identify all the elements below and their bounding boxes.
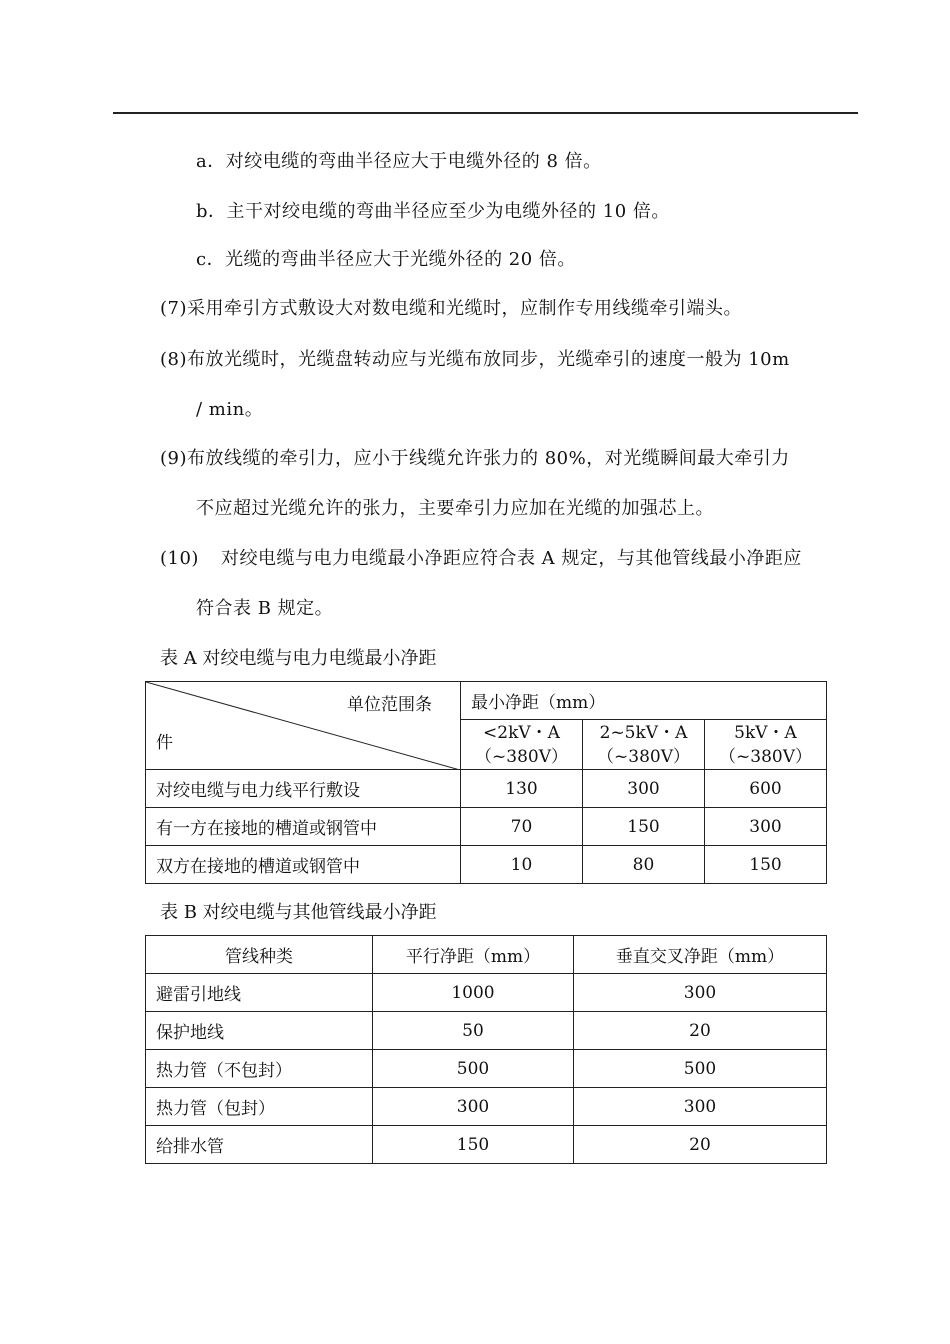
column-header [461, 720, 583, 770]
table-cell: 50 [373, 1012, 574, 1050]
table-cell: 20 [574, 1012, 827, 1050]
row-label: 保护地线 [146, 1012, 373, 1050]
column-header-line1: 5kV・A [734, 722, 797, 743]
paragraph-9 [160, 444, 790, 470]
row-label: 对绞电缆与电力线平行敷设 [146, 770, 461, 808]
table-cell: 300 [583, 770, 705, 808]
table-cell: 300 [373, 1088, 574, 1126]
list-item-b: b．主干对绞电缆的弯曲半径应至少为电缆外径的 10 倍。 [196, 201, 670, 222]
table-a-corner-cell [146, 682, 461, 770]
table-a [145, 681, 827, 884]
table-row [146, 1050, 827, 1088]
paragraph-text: 采用牵引方式敷设大对数电缆和光缆时，应制作专用线缆牵引端头。 [187, 298, 742, 319]
column-header [583, 720, 705, 770]
column-header [705, 720, 827, 770]
paragraph-8 [160, 345, 790, 371]
table-row [146, 1088, 827, 1126]
row-label: 有一方在接地的槽道或钢管中 [146, 808, 461, 846]
table-cell: 600 [705, 770, 827, 808]
row-label: 热力管（包封） [146, 1088, 373, 1126]
header-rule [113, 112, 858, 114]
column-header-line1: <2kV・A [483, 722, 560, 743]
table-cell: 150 [583, 808, 705, 846]
table-cell: 500 [373, 1050, 574, 1088]
paragraph-9-continuation: 不应超过光缆允许的张力，主要牵引力应加在光缆的加强芯上。 [196, 498, 714, 519]
paragraph-7 [160, 294, 742, 320]
table-cell: 10 [461, 846, 583, 884]
table-b-caption: 表 B 对绞电缆与其他管线最小净距 [160, 902, 437, 923]
table-row [146, 770, 827, 808]
row-label: 给排水管 [146, 1126, 373, 1164]
table-cell: 20 [574, 1126, 827, 1164]
table-cell: 300 [705, 808, 827, 846]
paragraph-8-continuation: / min。 [196, 399, 264, 420]
list-item-a: a．对绞电缆的弯曲半径应大于电缆外径的 8 倍。 [196, 151, 602, 172]
table-cell: 130 [461, 770, 583, 808]
table-cell: 80 [583, 846, 705, 884]
column-header: 管线种类 [146, 936, 373, 974]
corner-bottom-label: 件 [156, 733, 173, 753]
row-label: 双方在接地的槽道或钢管中 [146, 846, 461, 884]
corner-top-label: 单位范围条 [347, 695, 432, 715]
table-cell: 500 [574, 1050, 827, 1088]
column-header: 平行净距（mm） [373, 936, 574, 974]
paragraph-10-continuation: 符合表 B 规定。 [196, 598, 334, 619]
table-cell: 1000 [373, 974, 574, 1012]
column-header-line2: （~380V） [475, 746, 568, 767]
row-label: 热力管（不包封） [146, 1050, 373, 1088]
paragraph-number: (7) [160, 298, 187, 319]
table-b [145, 935, 827, 1164]
table-row [146, 1012, 827, 1050]
paragraph-text: 布放线缆的牵引力，应小于线缆允许张力的 80%，对光缆瞬间最大牵引力 [187, 448, 790, 469]
table-row [146, 974, 827, 1012]
group-header: 最小净距（mm） [461, 682, 827, 720]
table-row [146, 846, 827, 884]
paragraph-number: (10) [160, 548, 199, 569]
table-row [146, 808, 827, 846]
column-header: 垂直交叉净距（mm） [574, 936, 827, 974]
list-item-c: c．光缆的弯曲半径应大于光缆外径的 20 倍。 [196, 249, 576, 270]
paragraph-text: 对绞电缆与电力电缆最小净距应符合表 A 规定，与其他管线最小净距应 [220, 548, 802, 569]
table-cell: 300 [574, 974, 827, 1012]
table-cell: 300 [574, 1088, 827, 1126]
paragraph-number: (8) [160, 349, 187, 370]
table-row [146, 1126, 827, 1164]
column-header-line2: （~380V） [719, 746, 812, 767]
table-header-row [146, 936, 827, 974]
table-cell: 150 [705, 846, 827, 884]
table-cell: 150 [373, 1126, 574, 1164]
column-header-line1: 2~5kV・A [599, 722, 688, 743]
row-label: 避雷引地线 [146, 974, 373, 1012]
paragraph-10 [160, 544, 802, 570]
paragraph-number: (9) [160, 448, 187, 469]
paragraph-text: 布放光缆时，光缆盘转动应与光缆布放同步，光缆牵引的速度一般为 10m [187, 349, 790, 370]
table-cell: 70 [461, 808, 583, 846]
table-a-caption: 表 A 对绞电缆与电力电缆最小净距 [160, 648, 437, 669]
column-header-line2: （~380V） [597, 746, 690, 767]
